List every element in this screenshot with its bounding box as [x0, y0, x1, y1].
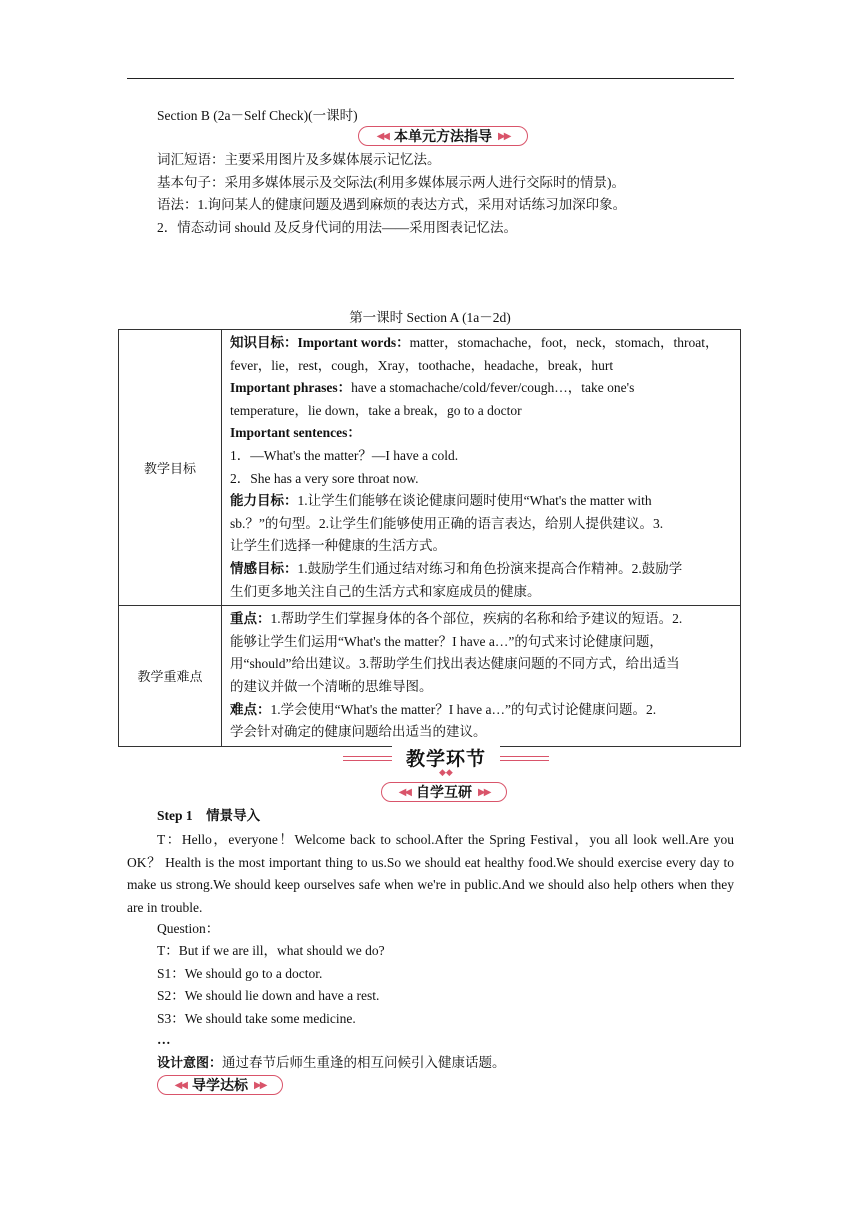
dialogue-line-s2: S2：We should lie down and have a rest. [157, 988, 380, 1003]
cell-line-bold: Important phrases： [230, 380, 352, 396]
teaching-steps-banner [343, 743, 549, 777]
design-intent-text: 通过春节后师生重逢的相互问候引入健康话题。 [222, 1055, 506, 1070]
table-cell-line [230, 699, 733, 722]
chevron-left-icon: ◀◀ [376, 130, 388, 142]
table-cell-line [230, 445, 733, 468]
cell-line-bold: 知识目标：Important words： [230, 335, 410, 350]
chevron-left-icon: ◀◀ [174, 1079, 186, 1091]
cell-line-text: sb.？”的句型。2.让学生们能够使用正确的语言表达，给别人提供建议。3. [230, 515, 664, 531]
cell-line-text: 1．—What's the matter？—I have a cold. [230, 447, 459, 463]
design-intent-label: 设计意图： [157, 1056, 223, 1071]
cell-line-text: 1.让学生们能够在谈论健康问题时使用“What's the matter with [297, 493, 652, 509]
table-cell-line [230, 558, 733, 581]
table-cell-line [230, 608, 733, 631]
cell-line-text: have a stomachache/cold/fever/cough…，take one's [351, 380, 635, 396]
cell-line-bold: 情感目标： [230, 560, 298, 576]
method-line-grammar: 语法：1.询问某人的健康问题及遇到麻烦的表达方式，采用对话练习加深印象。 [157, 197, 627, 212]
table-cell-line [230, 631, 733, 654]
cell-line-text: 学会针对确定的健康问题给出适当的建议。 [230, 724, 487, 740]
cell-line-text: 的建议并做一个清晰的思维导图。 [230, 678, 433, 694]
teaching-plan-table [118, 329, 741, 747]
cell-line-bold: 重点： [230, 611, 271, 627]
self-study-label [381, 782, 507, 802]
method-line-vocab: 词汇短语：主要采用图片及多媒体展示记忆法。 [157, 152, 441, 167]
table-cell-line [230, 355, 733, 378]
cell-line-text: 1.鼓励学生们通过结对练习和角色扮演来提高合作精神。2.鼓励学 [297, 560, 683, 576]
header-rule [127, 78, 734, 79]
cell-line-bold: 能力目标： [230, 493, 298, 509]
cell-line-text: 生们更多地关注自己的生活方式和家庭成员的健康。 [230, 583, 541, 599]
chevron-right-icon: ▶▶ [498, 130, 510, 142]
guide-label [157, 1075, 283, 1095]
guide-text: 导学达标 [192, 1078, 248, 1094]
cell-line-text: 能够让学生们运用“What's the matter？I have a…”的句式来讨论健康问题， [230, 633, 663, 649]
cell-line-text: 1.帮助学生们掌握身体的各个部位，疾病的名称和给予建议的短语。2. [270, 611, 683, 627]
cell-line-text: temperature，lie down，take a break，go to a doctor [230, 402, 522, 418]
table-cell-line [230, 490, 733, 513]
table-cell-line [230, 377, 733, 400]
step1-title-text: Step 1 情景导入 [157, 808, 261, 823]
cell-line-text: 让学生们选择一种健康的生活方式。 [230, 538, 446, 554]
table-cell-line [230, 332, 733, 355]
cell-line-text: 用“should”给出建议。3.帮助学生们找出表达健康问题的不同方式，给出适当 [230, 656, 680, 672]
design-intent [157, 1053, 506, 1074]
step1-title [157, 806, 260, 826]
diamond-ornament-icon: ◆◆ [439, 767, 453, 777]
question-label: Question： [157, 921, 220, 936]
table-cell-line [230, 513, 733, 536]
chevron-right-icon: ▶▶ [478, 786, 490, 798]
method-line-modal: 2．情态动词 should 及反身代词的用法——采用图表记忆法。 [157, 220, 518, 235]
step1-intro-text: T：Hello，everyone！Welcome back to school.After the Spring Festival，you all look well.Are you OK？ Health is the most important thing to us.So we should eat healthy food.We should exercise every day to make us strong.We should keep ourselves safe when we're in public.And we should also help others when they are in trouble. [127, 832, 734, 915]
goals-body [222, 330, 741, 606]
cell-line-bold: Important sentences： [230, 425, 361, 441]
method-guide-label [358, 126, 528, 146]
cell-line-bold: 难点： [230, 701, 271, 717]
cell-line-text: fever，lie，rest，cough，Xray，toothache，headache，break，hurt [230, 357, 614, 373]
table-cell-line [230, 581, 733, 604]
table-cell-line [230, 468, 733, 491]
self-study-text: 自学互研 [416, 785, 472, 801]
dialogue-line-s3: S3：We should take some medicine. [157, 1011, 356, 1026]
chevron-left-icon: ◀◀ [398, 786, 410, 798]
banner-title: 教学环节 [392, 744, 500, 771]
keypoints-head: 教学重难点 [119, 606, 222, 747]
cell-line-text: 2．She has a very sore throat now. [230, 470, 419, 486]
dialogue-ellipsis: … [157, 1032, 171, 1047]
table-cell-line [230, 422, 733, 445]
table-row-goals [119, 330, 741, 606]
goals-head: 教学目标 [119, 330, 222, 606]
keypoints-body [222, 606, 741, 747]
cell-line-text: 1.学会使用“What's the matter？I have a…”的句式讨论健康问题。2. [270, 701, 657, 717]
table-row-keypoints [119, 606, 741, 747]
dialogue-line-teacher: T：But if we are ill，what should we do? [157, 943, 385, 958]
step1-intro [127, 829, 734, 919]
section-title: Section B (2a－Self Check)(一课时) [157, 108, 358, 123]
chevron-right-icon: ▶▶ [254, 1079, 266, 1091]
cell-line-text: matter，stomachache，foot，neck，stomach，throat， [409, 335, 719, 350]
method-guide-text: 本单元方法指导 [394, 129, 492, 145]
lesson-caption: 第一课时 Section A (1a－2d) [349, 310, 511, 325]
table-cell-line [230, 676, 733, 699]
table-cell-line [230, 400, 733, 423]
table-cell-line [230, 721, 733, 744]
dialogue-line-s1: S1：We should go to a doctor. [157, 966, 323, 981]
table-cell-line [230, 535, 733, 558]
table-cell-line [230, 653, 733, 676]
method-line-sentences: 基本句子：采用多媒体展示及交际法(利用多媒体展示两人进行交际时的情景)。 [157, 175, 625, 190]
